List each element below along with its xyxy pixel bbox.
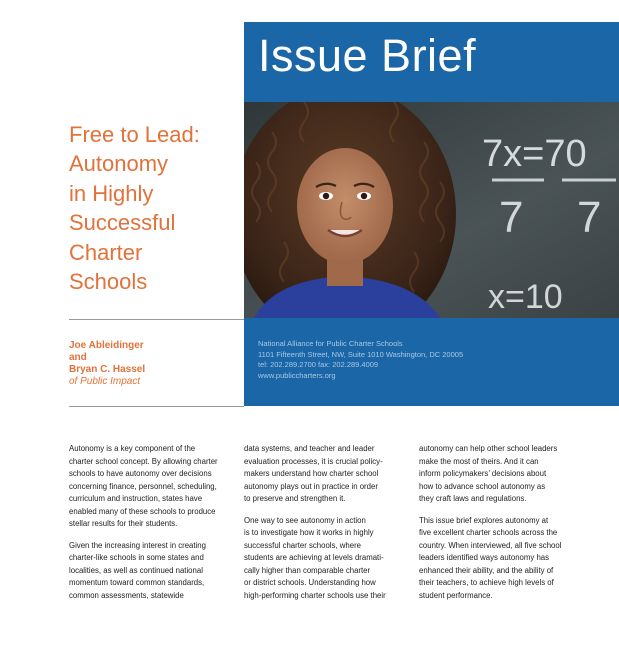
org-phone: tel: 202.289.2700 fax: 202.289.4009 xyxy=(258,360,379,369)
author-conjunction: and xyxy=(69,352,87,363)
body-paragraph: This issue brief explores autonomy at five excellent charter schools across the country. When interviewed, all five school leaders identified ways autonomy has enhanced their ability, and the ability of their teachers, to achieve high levels of student performance. xyxy=(419,515,562,600)
title-subtitle-line: Autonomy xyxy=(69,151,169,176)
title-subtitle-line: Charter xyxy=(69,239,143,265)
body-column-3 xyxy=(419,443,591,611)
divider-bottom xyxy=(69,406,244,407)
title-heading: Free to Lead: xyxy=(69,122,200,147)
organization-info xyxy=(258,339,608,381)
photo-illustration xyxy=(244,102,619,318)
brief-title xyxy=(69,121,239,297)
title-subtitle-line: Successful xyxy=(69,210,176,235)
body-paragraph: autonomy can help other school leaders make the most of theirs. And it can inform policymakers’ decisions about how to advance school autonomy as they craft laws and regulations. xyxy=(419,444,558,503)
chalk-answer: x=10 xyxy=(488,278,563,316)
org-website: www.publiccharters.org xyxy=(258,370,336,380)
girl-pupil-left xyxy=(323,193,329,199)
banner-title: Issue Brief xyxy=(258,30,477,81)
chalk-equation: 7x=70 xyxy=(482,133,587,175)
body-paragraph: Autonomy is a key component of the charter school concept. By allowing charter schools to have autonomy over decisions concerning finance, personnel, scheduling, curriculum and instruction, states have enabled many of these schools to produce stellar results for their students. xyxy=(69,444,218,528)
chalk-denominator: 7 xyxy=(577,193,602,242)
title-subtitle-line: Schools xyxy=(69,269,148,294)
body-column-1 xyxy=(69,443,234,611)
authors-block xyxy=(69,340,239,388)
divider-top xyxy=(69,319,244,320)
body-paragraph: One way to see autonomy in action is to investigate how it works in highly successful charter schools, where students are achieving at levels dramati- cally higher than comparable charter or district schools. Understanding how high-performing charter schools use their xyxy=(244,515,386,600)
org-name: National Alliance for Public Charter Schools xyxy=(258,339,403,348)
author-name: Bryan C. Hassel xyxy=(69,364,146,375)
body-paragraph: Given the increasing interest in creating charter-like schools in some states and localities, as well as continued national momentum toward common standards, common assessments, statewide xyxy=(69,540,206,600)
org-address: 1101 Fifteenth Street, NW, Suite 1010 Washington, DC 20005 xyxy=(258,349,464,359)
author-affiliation: of Public Impact xyxy=(69,376,141,387)
chalk-numerator: 7 xyxy=(499,193,524,242)
girl-pupil-right xyxy=(361,193,367,199)
body-paragraph: data systems, and teacher and leader evaluation processes, it is crucial policy- makers understand how charter school autonomy plays out in practice in order to preserve and strengthen it. xyxy=(244,444,383,503)
girl-face xyxy=(297,148,393,264)
cover-photo xyxy=(244,102,619,318)
title-subtitle-line: in Highly xyxy=(69,180,154,206)
author-name: Joe Ableidinger xyxy=(69,340,144,351)
body-column-2 xyxy=(244,443,414,611)
